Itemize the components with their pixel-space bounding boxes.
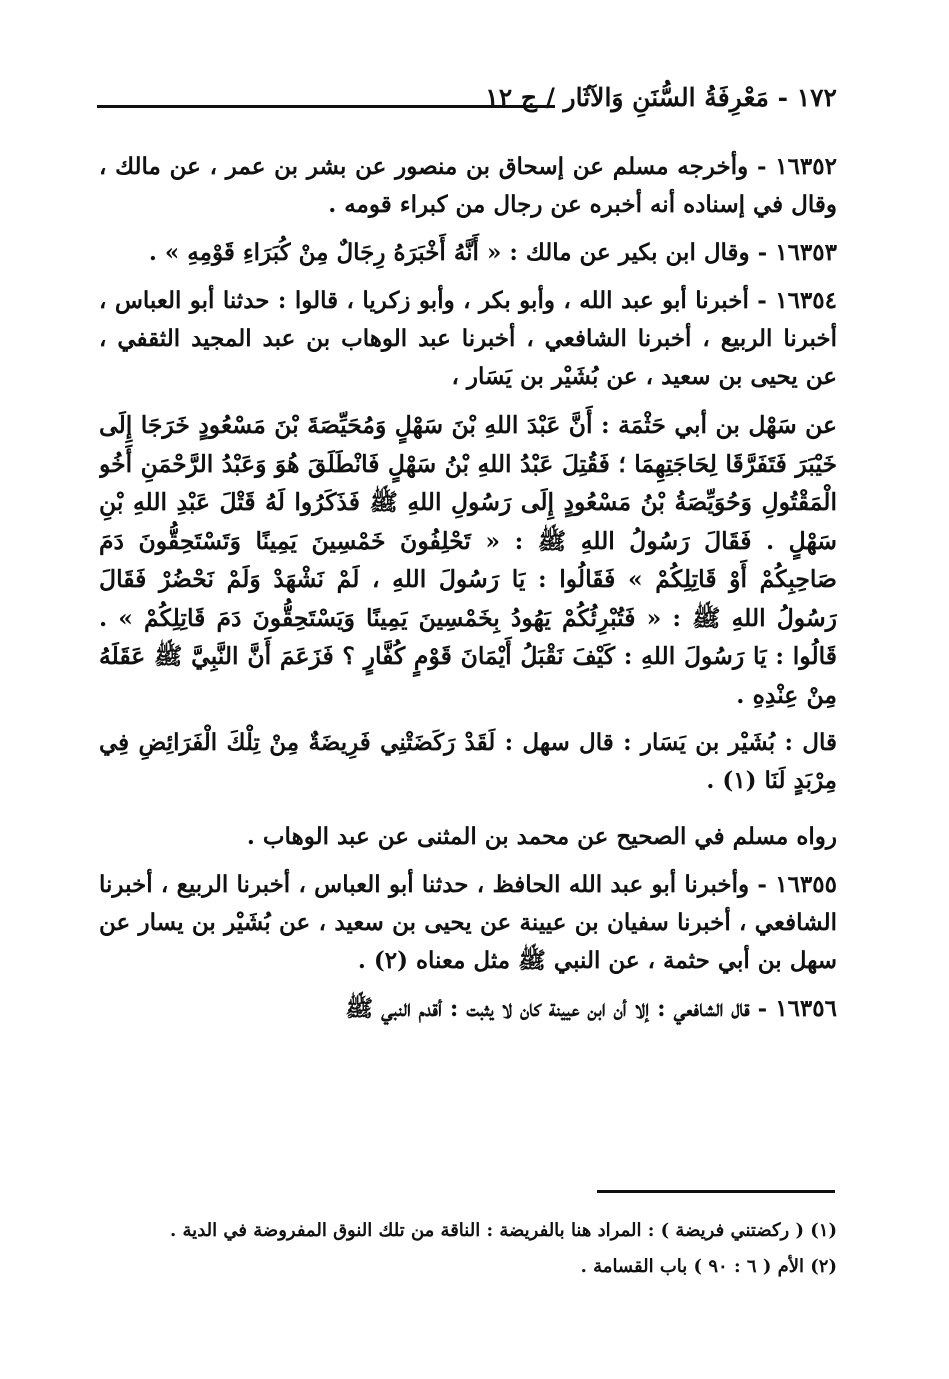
paragraph-16355: ١٦٣٥٥ - وأخبرنا أبو عبد الله الحافظ ، حدثنا أبو العباس ، أخبرنا الربيع ، أخبرنا الشافعي ، أخبرنا سفيان بن عيينة عن يحيى بن سعيد ، عن بُشَيْر بن يسار عن سهل بن أبي حثمة ، عن النبي ﷺ مثل معناه (٢) . — [99, 871, 837, 974]
paragraph-16352: ١٦٣٥٢ - وأخرجه مسلم عن إسحاق بن منصور عن بشر بن عمر ، عن مالك ، وقال في إسناده أنه أخبره عن رجال من كبراء قومه . — [99, 153, 837, 218]
footnote-1: (١) ( ركضتني فريضة ) : المراد هنا بالفريضة : الناقة من تلك النوق المفروضة في الدية . — [170, 1220, 837, 1241]
main-text — [99, 148, 837, 1153]
paragraph-16354: ١٦٣٥٤ - أخبرنا أبو عبد الله ، وأبو بكر ، وأبو زكريا ، قالوا : حدثنا أبو العباس ، أخبرنا الربيع ، أخبرنا الشافعي ، أخبرنا عبد الوهاب بن عبد المجيد الثقفي ، عن يحيى بن سعيد ، عن بُشَيْر بن يَسَار ، — [99, 287, 837, 390]
paragraph-16353: ١٦٣٥٣ - وقال ابن بكير عن مالك : « أَنَّهُ أَخْبَرَهُ رِجَالٌ مِنْ كُبَرَاءِ قَوْمِهِ » . — [148, 239, 837, 266]
hadith-paragraph: عن سَهْل بن أبي حَثْمَة : أَنَّ عَبْدَ اللهِ بْنَ سَهْلٍ وَمُحَيِّصَةَ بْنَ مَسْعُودٍ خَرَجَا إِلَى خَيْبَرَ فَتَفَرَّقَا لِحَاجَتِهِمَا ؛ فَقُتِلَ عَبْدُ اللهِ بْنُ سَهْلٍ فَانْطَلَقَ هُوَ وَعَبْدُ الرَّحْمَنِ أَخُو الْمَقْتُولِ وَحُوَيِّصَةُ بْنُ مَسْعُودٍ إِلَى رَسُولِ اللهِ ﷺ فَذَكَرُوا لَهُ قَتْلَ عَبْدِ اللهِ بْنِ سَهْلٍ . فَقَالَ رَسُولُ اللهِ ﷺ : « تَحْلِفُونَ خَمْسِينَ يَمِينًا وَتَسْتَحِقُّونَ دَمَ صَاحِبِكُمْ أَوْ قَاتِلِكُمْ » فَقَالُوا : يَا رَسُولَ اللهِ ، لَمْ نَشْهَدْ وَلَمْ نَحْضُرْ فَقَالَ رَسُولُ اللهِ ﷺ : « فَتُبْرِئُكُمْ يَهُودُ بِخَمْسِينَ يَمِينًا وَيَسْتَحِقُّونَ دَمَ قَاتِلِكُمْ » . قَالُوا : يَا رَسُولَ اللهِ : كَيْفَ نَقْبَلُ أَيْمَانَ قَوْمٍ كُفَّارٍ ؟ فَزَعَمَ أَنَّ النَّبِيَّ ﷺ عَقَلَهُ مِنْ عِنْدِهِ . — [99, 411, 837, 709]
header-rule — [97, 105, 555, 108]
footnotes — [117, 1213, 837, 1285]
paragraph-bushayr: قال : بُشَيْر بن يَسَار : قال سهل : لَقَدْ رَكَضَتْنِي فَرِيضَةٌ مِنْ تِلْكَ الْفَرَائِضِ فِي مِرْبَدٍ لَنَا (١) . — [99, 729, 837, 794]
footnote-rule — [597, 1190, 835, 1193]
paragraph-16356: ١٦٣٥٦ - قال الشافعي : إلا أن ابن عيينة كان لا يثبت : أقدم النبي ﷺ — [345, 995, 837, 1022]
running-header — [97, 78, 837, 118]
paragraph-muslim-narration: رواه مسلم في الصحيح عن محمد بن المثنى عن عبد الوهاب . — [246, 823, 837, 850]
footnote-2: (٢) الأم ( ٦ : ٩٠ ) باب القسامة . — [580, 1256, 837, 1277]
page-header-title: ١٧٢ - مَعْرِفَةُ السُّنَنِ وَالآثَار / ج ١٢ — [485, 83, 837, 112]
